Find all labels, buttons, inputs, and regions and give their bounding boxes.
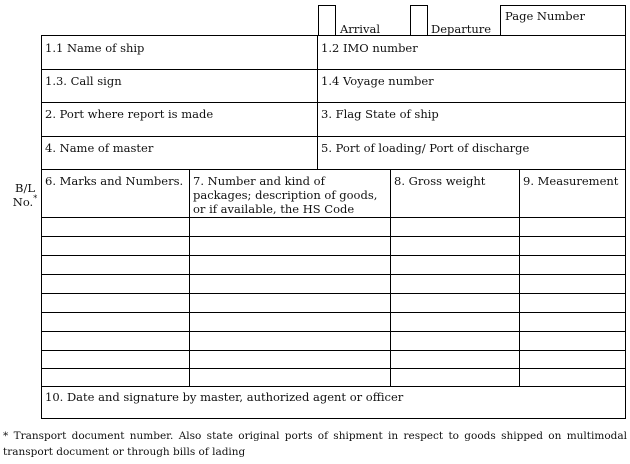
cargo-row-line xyxy=(41,331,626,332)
name-of-ship-label: 1.1 Name of ship xyxy=(45,41,145,55)
imo-number-label: 1.2 IMO number xyxy=(321,41,418,55)
departure-checkbox[interactable] xyxy=(410,5,428,35)
divider-col-6-7 xyxy=(189,169,190,387)
bl-label-line1: B/L xyxy=(15,181,35,195)
cargo-row-line xyxy=(41,368,626,369)
cargo-row-line xyxy=(41,255,626,256)
departure-label: Departure xyxy=(431,22,492,36)
divider-header xyxy=(41,217,626,218)
cargo-row-line xyxy=(41,312,626,313)
footnote: * Transport document number. Also state original ports of shipment in respect to goods shipped on multimodal transport document or through bills of lading xyxy=(3,430,627,458)
divider-row-3 xyxy=(41,136,626,137)
arrival-checkbox[interactable] xyxy=(318,5,336,35)
call-sign-label: 1.3. Call sign xyxy=(45,74,122,88)
page-number-label: Page Number xyxy=(505,9,585,23)
arrival-label: Arrival xyxy=(340,22,381,36)
divider-col-7-8 xyxy=(390,169,391,387)
divider-row-4 xyxy=(41,169,626,170)
bl-label-line2: No. xyxy=(12,195,34,209)
divider-col-8-9 xyxy=(519,169,520,387)
divider-row-1 xyxy=(41,69,626,70)
cargo-row-line xyxy=(41,350,626,351)
measurement-header: 9. Measurement xyxy=(523,174,619,188)
gross-weight-header: 8. Gross weight xyxy=(394,174,486,188)
bl-number-label xyxy=(10,181,40,209)
divider-row-2 xyxy=(41,102,626,103)
cargo-row-line xyxy=(41,293,626,294)
signature-label: 10. Date and signature by master, authorized agent or officer xyxy=(45,390,404,404)
port-report-label: 2. Port where report is made xyxy=(45,107,214,121)
bl-footnote-marker: * xyxy=(33,194,38,204)
voyage-number-label: 1.4 Voyage number xyxy=(321,74,434,88)
cargo-row-line xyxy=(41,274,626,275)
marks-numbers-header: 6. Marks and Numbers. xyxy=(45,174,184,188)
flag-state-label: 3. Flag State of ship xyxy=(321,107,439,121)
divider-col-middle xyxy=(317,35,318,170)
divider-signature xyxy=(41,386,626,387)
cargo-row-line xyxy=(41,236,626,237)
port-loading-discharge-label: 5. Port of loading/ Port of discharge xyxy=(321,141,530,155)
name-of-master-label: 4. Name of master xyxy=(45,141,154,155)
form-frame xyxy=(41,35,626,419)
packages-header: 7. Number and kind of packages; description of goods, or if available, the HS Code xyxy=(193,174,378,216)
